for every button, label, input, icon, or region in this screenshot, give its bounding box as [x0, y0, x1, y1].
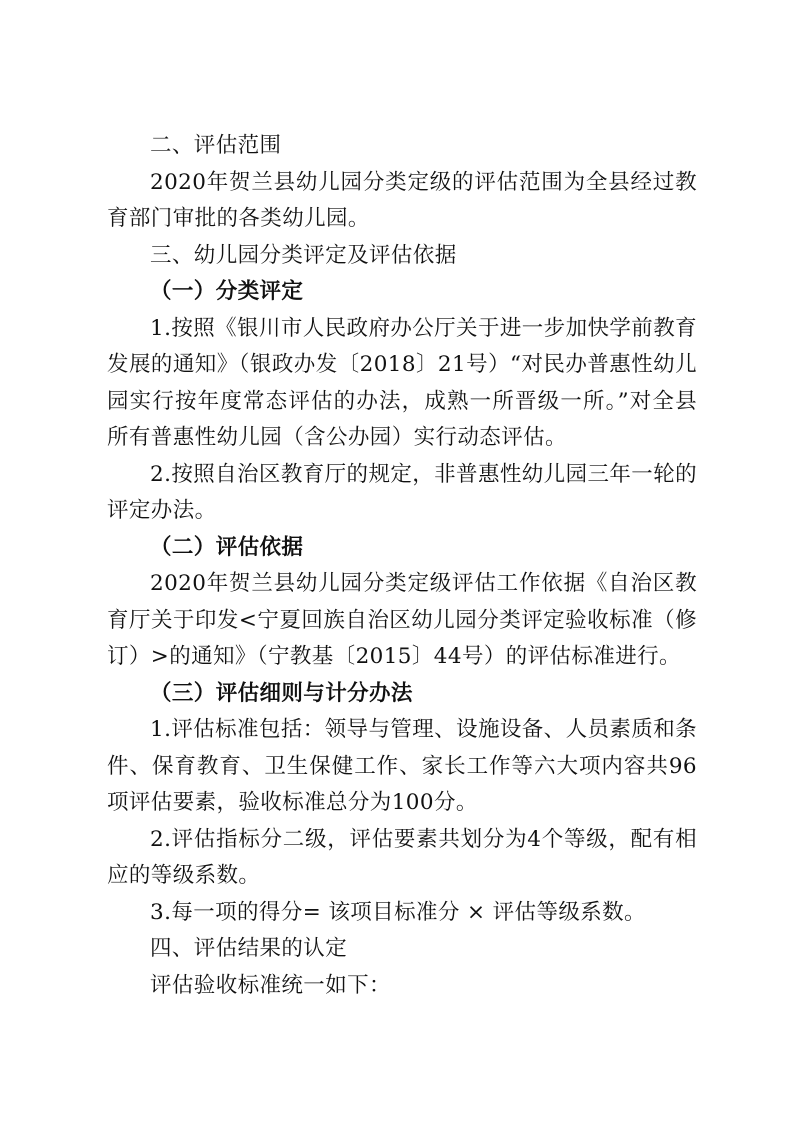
paragraph-classification-1: 1.按照《银川市人民政府办公厅关于进一步加快学前教育发展的通知》（银政办发〔2018〕21号）“对民办普惠性幼儿园实行按年度常态评估的办法，成熟一所晋级一所。”对全县所有普惠性幼儿园（含公办园）实行动态评估。 — [107, 315, 697, 450]
paragraph-scope: 2020年贺兰县幼儿园分类定级的评估范围为全县经过教育部门审批的各类幼儿园。 — [107, 169, 697, 231]
paragraph-scoring-3: 3.每一项的得分= 该项目标准分 × 评估等级系数。 — [150, 899, 646, 925]
subsection-heading-classification: （一）分类评定 — [150, 279, 304, 304]
subsection-heading-scoring: （三）评估细则与计分办法 — [150, 680, 413, 706]
section-heading-scope: 二、评估范围 — [150, 133, 282, 158]
paragraph-scoring-1: 1.评估标准包括：领导与管理、设施设备、人员素质和条件、保育教育、卫生保健工作、家长工作等六大项内容共96项评估要素，验收标准总分为100分。 — [107, 717, 697, 815]
paragraph-classification-2: 2.按照自治区教育厅的规定，非普惠性幼儿园三年一轮的评定办法。 — [107, 461, 697, 523]
section-heading-classification: 三、幼儿园分类评定及评估依据 — [150, 242, 457, 268]
paragraph-basis: 2020年贺兰县幼儿园分类定级评估工作依据《自治区教育厅关于印发<宁夏回族自治区幼儿园分类评定验收标准（修订）>的通知》（宁教基〔2015〕44号）的评估标准进行。 — [107, 571, 697, 669]
section-heading-results: 四、评估结果的认定 — [150, 936, 348, 961]
subsection-heading-basis: （二）评估依据 — [150, 534, 304, 560]
paragraph-results: 评估验收标准统一如下： — [150, 972, 391, 998]
document-body — [107, 128, 697, 1004]
paragraph-scoring-2: 2.评估指标分二级，评估要素共划分为4个等级，配有相应的等级系数。 — [107, 826, 697, 888]
